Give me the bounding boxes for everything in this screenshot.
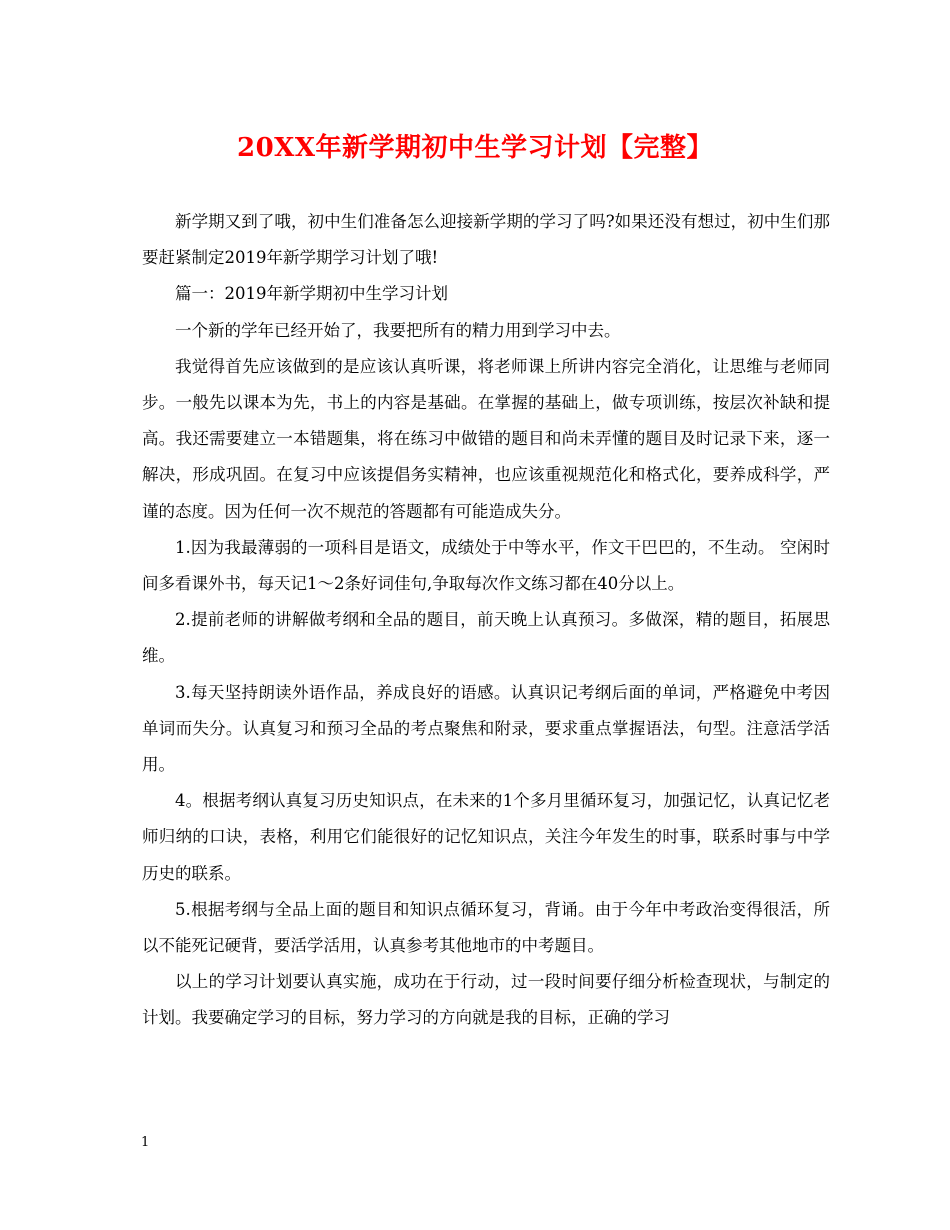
paragraph-opening: 一个新的学年已经开始了，我要把所有的精力用到学习中去。 xyxy=(175,320,621,340)
paragraph-item-1: 1.因为我最薄弱的一项科目是语文，成绩处于中等水平，作文干巴巴的，不生动。 空闲时间多看课外书，每天记1～2条好词佳句,争取每次作文练习都在40分以上。 xyxy=(142,537,830,594)
paragraph-conclusion: 以上的学习计划要认真实施，成功在于行动，过一段时间要仔细分析检查现状，与制定的计划。我要确定学习的目标，努力学习的方向就是我的目标，正确的学习 xyxy=(142,972,830,1028)
document-body xyxy=(142,204,830,1037)
paragraph-item-2: 2.提前老师的讲解做考纲和全品的题目，前天晚上认真预习。多做深，精的题目，拓展思维。 xyxy=(142,610,830,666)
paragraph-item-5: 5.根据考纲与全品上面的题目和知识点循环复习，背诵。由于今年中考政治变得很活，所以不能死记硬背，要活学活用，认真参考其他地市的中考题目。 xyxy=(142,899,830,956)
paragraph-listening: 我觉得首先应该做到的是应该认真听课，将老师课上所讲内容完全消化，让思维与老师同步。一般先以课本为先，书上的内容是基础。在掌握的基础上，做专项训练，按层次补缺和提高。我还需要建立一本错题集，将在练习中做错的题目和尚未弄懂的题目及时记录下来，逐一解决，形成巩固。在复习中应该提倡务实精神，也应该重视规范化和格式化，要养成科学，严谨的态度。因为任何一次不规范的答题都有可能造成失分。 xyxy=(142,356,830,521)
page-number: 1 xyxy=(141,1135,150,1150)
paragraph-item-3: 3.每天坚持朗读外语作品，养成良好的语感。认真识记考纲后面的单词，严格避免中考因单词而失分。认真复习和预习全品的考点聚焦和附录，要求重点掌握语法，句型。注意活学活用。 xyxy=(142,682,830,775)
paragraph-intro: 新学期又到了哦，初中生们准备怎么迎接新学期的学习了吗?如果还没有想过，初中生们那要赶紧制定2019年新学期学习计划了哦! xyxy=(142,212,830,268)
paragraph-section-heading: 篇一：2019年新学期初中生学习计划 xyxy=(175,284,448,304)
document-title: 20XX年新学期初中生学习计划【完整】 xyxy=(236,133,714,163)
paragraph-item-4: 4。根据考纲认真复习历史知识点，在未来的1个多月里循环复习，加强记忆，认真记忆老师归纳的口诀，表格，利用它们能很好的记忆知识点，关注今年发生的时事，联系时事与中学历史的联系。 xyxy=(142,791,830,883)
